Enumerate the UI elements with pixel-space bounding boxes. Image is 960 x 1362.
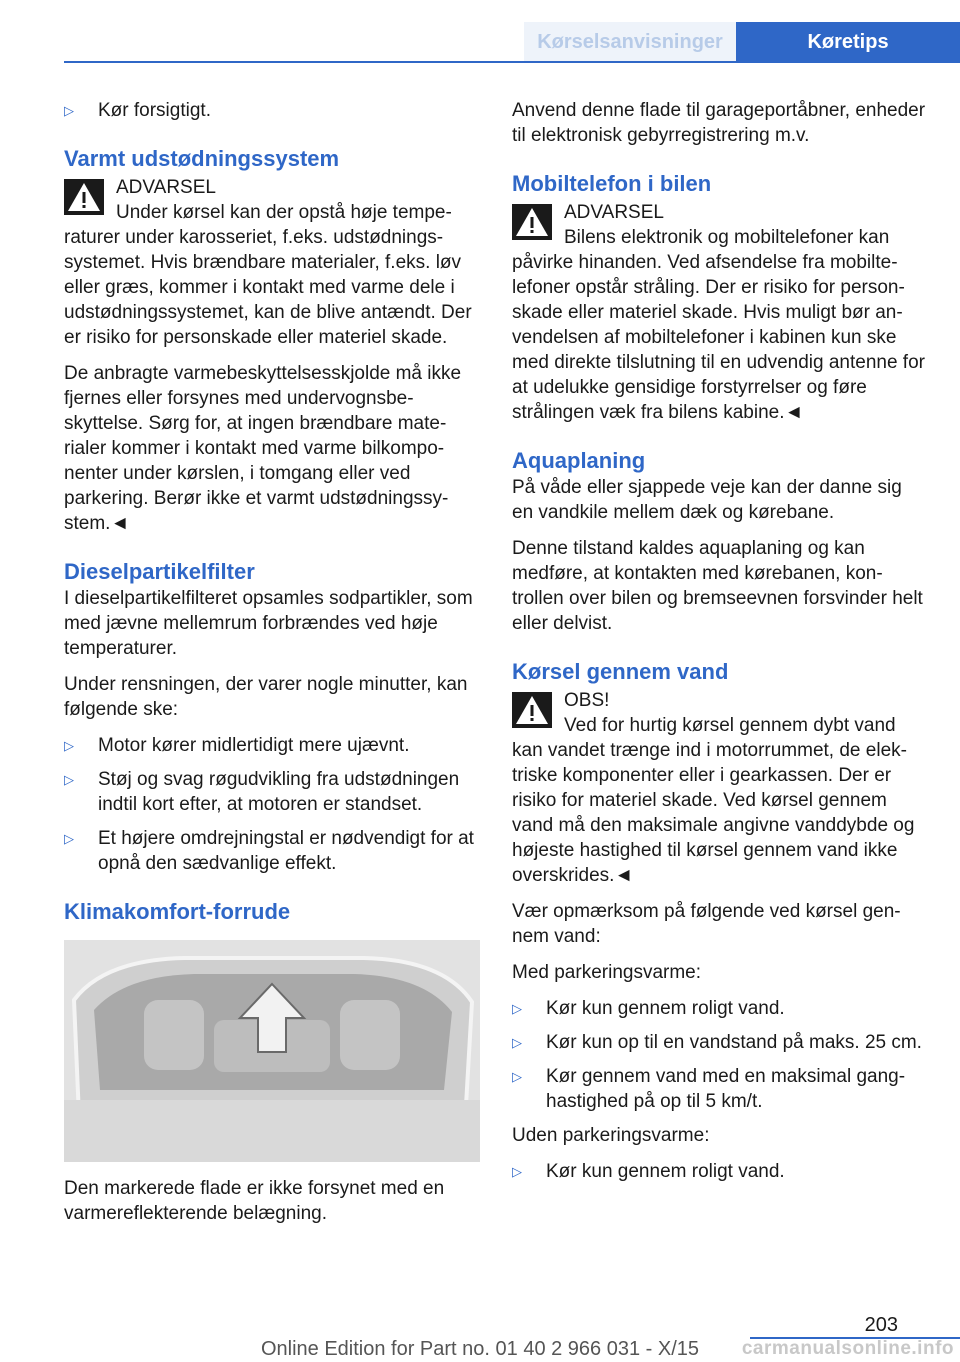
warning-title: ADVARSEL bbox=[116, 177, 216, 198]
bullet-triangle-icon: ▷ bbox=[512, 1069, 522, 1084]
paragraph: I dieselpartikelfilteret opsamles sodpartikler, som med jævne mellemrum forbrændes ved høje temperaturer. bbox=[64, 588, 473, 659]
footer-edition: Online Edition for Part no. 01 40 2 966 031 - X/15 bbox=[260, 1338, 700, 1360]
list-item: ▷ Kør forsigtigt. bbox=[64, 100, 211, 121]
list-item: ▷ Støj og svag røgudvikling fra udstødningen indtil kort efter, at motoren er standset. bbox=[64, 769, 460, 815]
heading-aquaplaning: Aquaplaning bbox=[512, 448, 646, 473]
paragraph: Vær opmærksom på følgende ved kørsel gennem vand: bbox=[512, 901, 901, 947]
paragraph: Under rensningen, der varer nogle minutter, kan følgende ske: bbox=[64, 674, 468, 720]
warning-title: ADVARSEL bbox=[564, 202, 664, 223]
paragraph: På våde eller sjappede veje kan der danne sig en vandkile mellem dæk og kørebane. bbox=[512, 477, 902, 523]
bullet-triangle-icon: ▷ bbox=[64, 772, 74, 787]
header-rule bbox=[64, 61, 960, 63]
windshield-illustration bbox=[64, 940, 480, 1162]
list-item: ▷ Et højere omdrejningstal er nødvendigt for at opnå den sædvanlige effekt. bbox=[64, 828, 474, 874]
warning-icon bbox=[64, 179, 104, 215]
warning-block bbox=[64, 175, 482, 350]
paragraph: Anvend denne flade til garageportåbner, enheder til elektronisk gebyrregistrering m.v. bbox=[512, 100, 926, 146]
paragraph: Med parkeringsvarme: bbox=[512, 962, 702, 983]
tab-koretips: Køretips bbox=[736, 22, 960, 62]
watermark: carmanualsonline.info bbox=[741, 1338, 954, 1359]
heading-mobiltelefon-i-bilen: Mobiltelefon i bilen bbox=[512, 171, 712, 196]
heading-varmt-udstodningssystem: Varmt udstødningssystem bbox=[64, 146, 340, 171]
warning-text: Under kørsel kan der opstå høje temperaturer under karosseriet, f.eks. udstødningssystemet. Hvis brændbare materialer, f.eks. løv eller græs, kommer i kontakt med varme dele i udstødningssystemet, kan de blive antændt. Der er risiko for personskade eller materiel skade. bbox=[64, 202, 472, 348]
warning-icon bbox=[512, 204, 552, 240]
bullet-triangle-icon: ▷ bbox=[64, 738, 74, 753]
warning-title: OBS! bbox=[564, 690, 610, 711]
warning-block bbox=[512, 200, 928, 425]
list-item: ▷ Kør gennem vand med en maksimal ganghastighed på op til 5 km/t. bbox=[512, 1066, 906, 1112]
paragraph: De anbragte varmebeskyttelsesskjolde må ikke fjernes eller forsynes med undervognsbeskyttelse. Sørg for, at ingen brændbare materialer kommer i kontakt med varme bilkomponenter under kørslen, i tomgang eller ved parkering. Berør ikke et varmt udstødningssystem.◄ bbox=[64, 363, 462, 534]
list-item: ▷ Kør kun op til en vandstand på maks. 25 cm. bbox=[512, 1032, 922, 1053]
bullet-triangle-icon: ▷ bbox=[512, 1035, 522, 1050]
warning-block bbox=[512, 688, 928, 888]
left-column bbox=[64, 98, 482, 1237]
warning-text: Ved for hurtig kørsel gennem dybt vand kan vandet trænge ind i motorrummet, de elektriske komponenter eller i gearkassen. Der er risiko for materiel skade. Ved kørsel gennem vand må den maksimale angivne vanddybde og højeste hastighed til kørsel gennem vand ikke overskrides.◄ bbox=[512, 715, 915, 886]
right-column bbox=[512, 98, 928, 1193]
heading-korsel-gennem-vand: Kørsel gennem vand bbox=[512, 659, 729, 684]
page-number: 203 bbox=[864, 1314, 898, 1336]
warning-icon bbox=[512, 692, 552, 728]
bullet-triangle-icon: ▷ bbox=[64, 831, 74, 846]
header-tabs bbox=[524, 22, 960, 62]
bullet-triangle-icon: ▷ bbox=[512, 1001, 522, 1016]
list-item: ▷ Motor kører midlertidigt mere ujævnt. bbox=[64, 735, 410, 756]
heading-dieselpartikelfilter: Dieselpartikelfilter bbox=[64, 559, 255, 584]
warning-text: Bilens elektronik og mobiltelefoner kan påvirke hinanden. Ved afsendelse fra mobiltelefoner opstår stråling. Der er risiko for personskade eller materiel skade. Hvis muligt bør anvendelsen af mobiltelefoner i kabinen kun ske med direkte tilslutning til en udvendig antenne for at udelukke gensidige forstyrrelser og føre strålingen væk fra bilens kabine.◄ bbox=[512, 227, 925, 423]
list-item: ▷ Kør kun gennem roligt vand. bbox=[512, 998, 785, 1019]
paragraph: Uden parkeringsvarme: bbox=[512, 1125, 710, 1146]
list-item: ▷ Kør kun gennem roligt vand. bbox=[512, 1161, 785, 1182]
figure-caption: Den markerede flade er ikke forsynet med en varmereflekterende belægning. bbox=[64, 1178, 445, 1224]
heading-klimakomfort-forrude: Klimakomfort-forrude bbox=[64, 899, 291, 924]
paragraph: Denne tilstand kaldes aquaplaning og kan medføre, at kontakten med kørebanen, kontrollen over bilen og bremseevnen forsvinder helt eller delvist. bbox=[512, 538, 923, 634]
windshield-figure bbox=[64, 940, 480, 1162]
tab-korselsanvisninger: Kørselsanvisninger bbox=[524, 22, 736, 62]
bullet-triangle-icon: ▷ bbox=[512, 1164, 522, 1179]
bullet-triangle-icon: ▷ bbox=[64, 103, 74, 118]
